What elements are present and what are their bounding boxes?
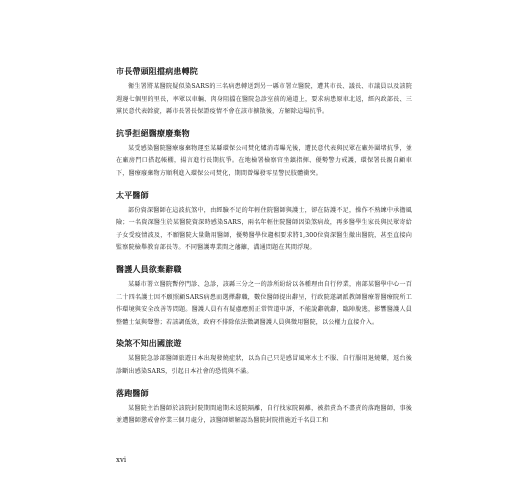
section-paragraph: 某醫院急診部醫師旅遊日本出現發燒症狀，以為自己只是感冒風寒水土不服、自行服用退燒藥，返台後診斷出感染SARS，引起日本社會的恐慌與不滿。 (116, 355, 412, 375)
section-3 (116, 190, 412, 255)
section-1 (116, 66, 412, 119)
section-6 (116, 388, 412, 428)
section-heading: 染煞不知出國旅遊 (116, 339, 182, 349)
section-heading: 落跑醫師 (116, 388, 149, 398)
section-5 (116, 338, 412, 378)
section-4 (116, 264, 412, 329)
section-2 (116, 128, 412, 181)
document-page (116, 66, 412, 437)
section-heading: 太平醫師 (116, 190, 149, 200)
section-paragraph: 部份資深醫師在這波抗煞中，由經驗不足的年輕住院醫師與護士，卻在防護不足，操作不熟練中承擔風險；一名資深醫生於某醫院資深時感染SARS，兩名年輕住院醫師因染煞病故，再多醫學生家長與民眾寄給子女受疫情波及，不願醫院大量動用醫師，優勢醫學位趨相要求將1,300位資深醫生撤出醫院，甚至直接向監察院檢舉教育部長等。不同醫護專業間之藩籬，溝通問題在其間浮現。 (116, 206, 412, 252)
page-number: xvi (116, 456, 127, 464)
section-paragraph: 某受感染醫院醫療廢棄物運至某縣環保公司焚化爐消毒曝光後，遭民意代表與民眾在廠外圍堵抗爭，並在廠房門口搭起帳棚，揚言進行長期抗爭。在地檢署檢察官坐鎮指揮、優勢警力戒護，環保署長親自顧車下，醫療廢棄物方順利進入環保公司焚化，期間曾爆發零星警民肢體衝突。 (116, 144, 412, 177)
section-paragraph: 某醫院主治醫師於該院封院期間逾期未返院隔離，自行找家院隔離，被指責為不盡責的落跑醫師，事後並遭醫師懲戒會停業三個月處分，該醫師辯解認為醫院封院措施近千名員工和 (116, 404, 412, 425)
section-heading: 市長帶頭阻擋病患轉院 (116, 67, 198, 76)
section-paragraph: 某縣市署立醫院暫停門診、急診，該縣三分之一的診所紛紛以各種理由自行停業，南部某醫學中心一百二十四名護士因不願照顧SARS病患而選擇辭職，數位醫師提出辭呈，行政院遂調派教師醫療署醫療院所工作環境與安全改善等問題。醫護人員有有疑慮應照正常管道申訴，不能說辭就辭，臨陣脫逃，影響醫護人員整體士氣與聲譽；若該調低效，政府不排除依法徵調醫護人員與徵用醫院，以公權力直接介入。 (116, 280, 412, 326)
section-heading: 抗爭拒絕醫療廢棄物 (116, 128, 190, 138)
section-heading: 醫護人員欲棄辭職 (116, 264, 182, 274)
section-paragraph: 衛生署將某醫院疑似染SARS的三名病患轉送到另一縣市署立醫院，遭其市長、議長、市議員以及該院週邊七個里的里長，率眾以車輛、肉身阻擋在醫院急診室前的通道上，要求病患原車北返，經內政部長、三黨民意代表斡旋，縣市長署長保證疫情不會在該市擴散後，方解除這場抗爭。 (116, 83, 412, 116)
